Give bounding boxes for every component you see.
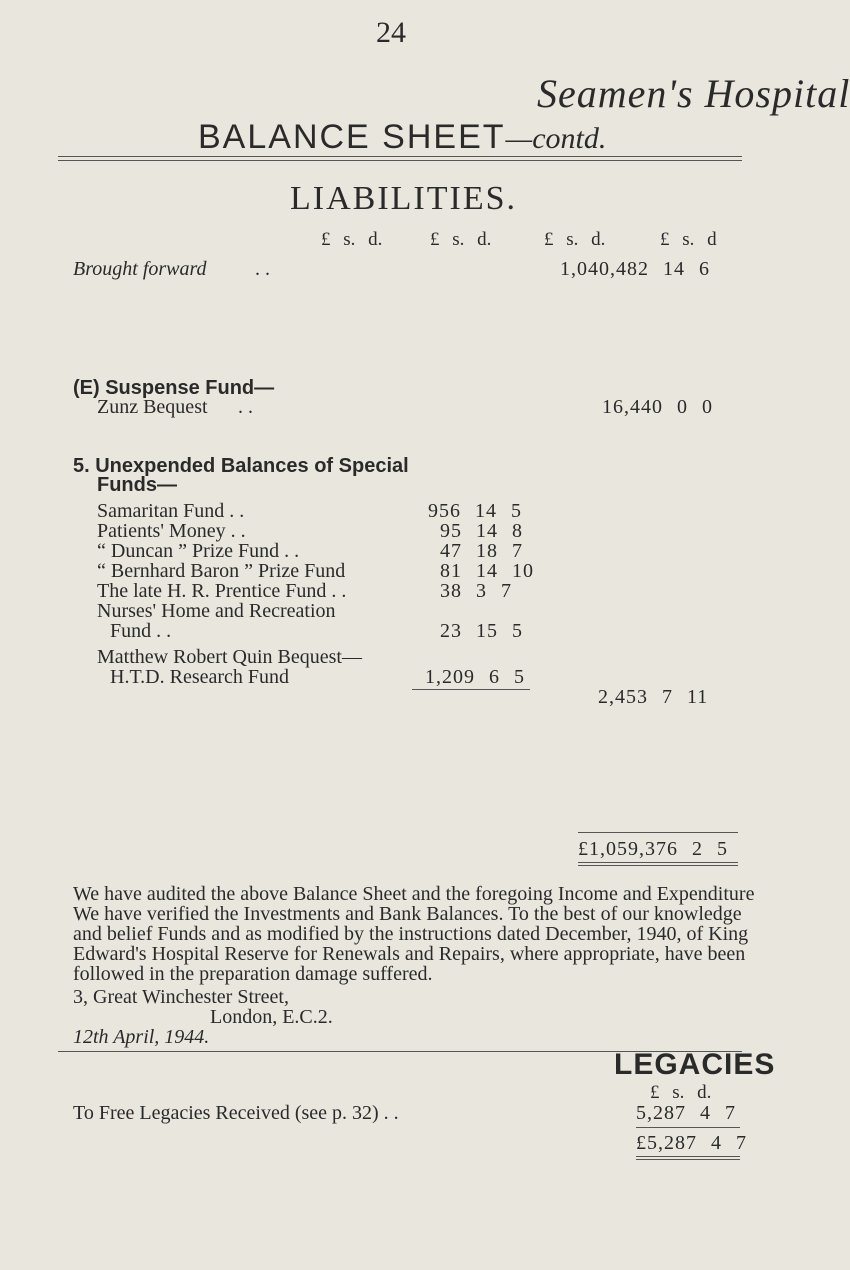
legacies-item-label: To Free Legacies Received (see p. 32) . .: [73, 1102, 399, 1124]
audit-date: 12th April, 1944.: [73, 1026, 210, 1048]
fund-amount-nurses-home: 23 15 5: [440, 620, 523, 642]
title-main: BALANCE SHEET: [198, 118, 506, 156]
unexpended-heading-cont: Funds—: [97, 474, 177, 496]
fund-amount-quin-bequest: 1,209 6 5: [425, 666, 525, 688]
header-double-rule-top: [58, 156, 742, 157]
grand-total-rule-top: [578, 832, 738, 833]
fund-label-nurses-home: Nurses' Home and Recreation: [97, 600, 336, 622]
suspense-fund-heading: (E) Suspense Fund—: [73, 377, 275, 399]
fund-label-quin-bequest-cont: H.T.D. Research Fund: [110, 666, 290, 688]
hospital-name: Seamen's Hospital: [537, 71, 850, 116]
column-header-1: £ s. d.: [321, 229, 383, 250]
column-header-3: £ s. d.: [544, 229, 606, 250]
fund-amount-bernhard-baron: 81 14 10: [440, 560, 534, 582]
liabilities-title: LIABILITIES.: [290, 180, 518, 217]
brought-forward-amount: 1,040,482 14 6: [560, 258, 710, 280]
audit-paragraph: We have audited the above Balance Sheet and the foregoing Income and Expenditure We have verified the Investments and Bank Balances. To the best of our knowledge and belief Funds and as modified by the instructions dated December, 1940, of King Edward's Hospital Reserve for Renewals and Repairs, where appropriate, have been followed in the preparation damage suffered.: [73, 883, 755, 985]
brought-forward-label: Brought forward: [73, 258, 207, 280]
legacies-item-amount: 5,287 4 7: [636, 1102, 736, 1124]
header-double-rule-bottom: [58, 160, 742, 161]
column-header-4: £ s. d: [660, 229, 717, 250]
legacies-total-rule: [636, 1127, 740, 1128]
address-line-1: 3, Great Winchester Street,: [73, 986, 289, 1008]
fund-amount-samaritan: 956 14 5: [428, 500, 522, 522]
fund-label-bernhard-baron: “ Bernhard Baron ” Prize Fund: [97, 560, 346, 582]
legacies-total-rule-bottom-1: [636, 1156, 740, 1157]
fund-label-prentice: The late H. R. Prentice Fund . .: [97, 580, 347, 602]
zunz-bequest-amount: 16,440 0 0: [602, 396, 713, 418]
subtotal-rule: [412, 689, 530, 690]
title-suffix: —contd.: [505, 122, 607, 155]
address-line-2: London, E.C.2.: [210, 1006, 333, 1028]
brought-forward-dots: . .: [255, 258, 270, 280]
fund-label-duncan-prize: “ Duncan ” Prize Fund . .: [97, 540, 300, 562]
legacies-total: £5,287 4 7: [636, 1132, 747, 1154]
fund-label-patients-money: Patients' Money . .: [97, 520, 246, 542]
zunz-bequest-dots: . .: [238, 396, 253, 418]
fund-amount-prentice: 38 3 7: [440, 580, 512, 602]
legacies-title: LEGACIES: [614, 1048, 776, 1081]
balance-sheet-title: [198, 118, 606, 157]
fund-label-nurses-home-cont: Fund . .: [110, 620, 172, 642]
unexpended-total: 2,453 7 11: [598, 686, 709, 708]
zunz-bequest-label: Zunz Bequest: [97, 396, 208, 418]
grand-total: £1,059,376 2 5: [578, 838, 728, 860]
fund-label-samaritan: Samaritan Fund . .: [97, 500, 245, 522]
legacies-column-header: £ s. d.: [650, 1082, 712, 1103]
legacies-total-rule-bottom-2: [636, 1159, 740, 1160]
grand-total-rule-bottom-2: [578, 865, 738, 866]
grand-total-rule-bottom-1: [578, 862, 738, 863]
column-header-2: £ s. d.: [430, 229, 492, 250]
page-number: 24: [376, 16, 406, 49]
unexpended-heading: 5. Unexpended Balances of Special: [73, 455, 409, 477]
fund-amount-duncan-prize: 47 18 7: [440, 540, 523, 562]
fund-label-quin-bequest: Matthew Robert Quin Bequest—: [97, 646, 362, 668]
fund-amount-patients-money: 95 14 8: [440, 520, 523, 542]
